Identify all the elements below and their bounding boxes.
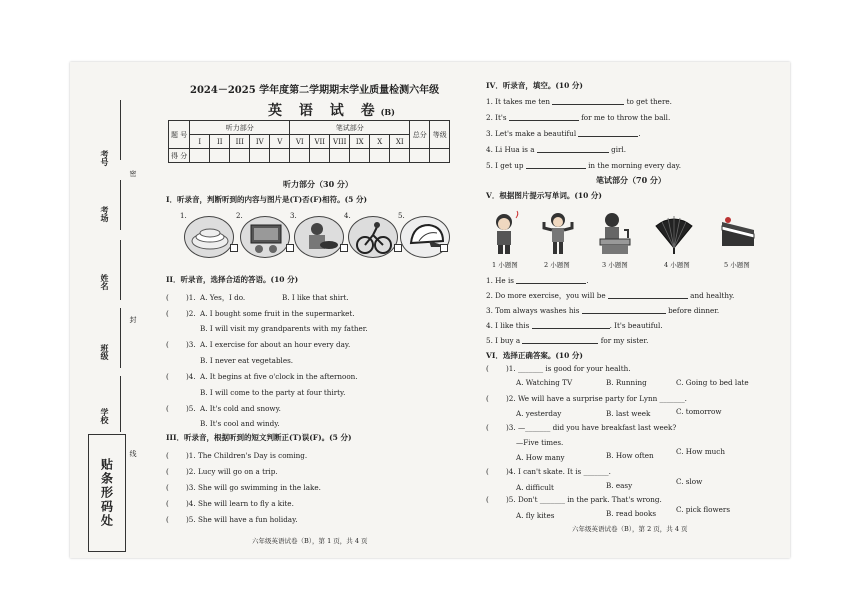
tv-game-icon bbox=[240, 216, 290, 258]
answer-paren[interactable]: ( bbox=[166, 483, 169, 492]
numeral-cell: VII bbox=[310, 135, 330, 149]
answer-paren[interactable]: ( bbox=[166, 499, 169, 508]
fill-line bbox=[486, 98, 672, 105]
name-label: 姓名 bbox=[100, 274, 110, 290]
option-a: A. difficult bbox=[516, 483, 554, 492]
answer-blank[interactable] bbox=[526, 168, 586, 169]
numeral-cell: V bbox=[270, 135, 290, 149]
answer-blank[interactable] bbox=[509, 120, 579, 121]
cooking-icon bbox=[294, 216, 344, 258]
answer-paren[interactable]: ( bbox=[166, 404, 169, 413]
class-label: 班级 bbox=[100, 344, 110, 360]
page-2-footer: 六年级英语试卷（B），第 2 页，共 4 页 bbox=[572, 525, 688, 533]
fill-line bbox=[486, 322, 663, 329]
section-4-title: IV．听录音，填空。(10 分) bbox=[486, 81, 583, 90]
text-before: 2. It's bbox=[486, 113, 507, 122]
numeral-cell: VIII bbox=[330, 135, 350, 149]
option-c: C. slow bbox=[676, 477, 703, 486]
option-a: A. yesterday bbox=[516, 409, 562, 418]
numeral-cell: VI bbox=[290, 135, 310, 149]
fill-line bbox=[486, 114, 670, 121]
picture-label: 2 小题图 bbox=[544, 261, 570, 269]
question-number: )4. bbox=[186, 372, 196, 381]
score-table bbox=[168, 120, 450, 163]
option-a: A. Watching TV bbox=[516, 378, 573, 387]
option-b: B. read books bbox=[606, 509, 657, 518]
subtitle-text: 英 语 试 卷 bbox=[268, 103, 381, 119]
answer-paren[interactable]: ( bbox=[166, 451, 169, 460]
answer-blank[interactable] bbox=[516, 283, 586, 284]
option-b: B. I like that shirt. bbox=[282, 293, 349, 302]
fill-line bbox=[486, 277, 589, 284]
text-before: 1. He is bbox=[486, 276, 514, 285]
option-b: B. easy bbox=[606, 481, 633, 490]
option-b: B. Running bbox=[606, 378, 647, 387]
option-c: C. Going to bed late bbox=[676, 378, 749, 387]
score-cell[interactable] bbox=[410, 149, 430, 163]
answer-box[interactable] bbox=[340, 244, 348, 252]
answer-paren[interactable]: ( bbox=[166, 340, 169, 349]
exam-subtitle bbox=[268, 104, 395, 118]
text-after: to get there. bbox=[626, 97, 672, 106]
cake-icon bbox=[718, 210, 758, 256]
writing-part-header: 笔试部分 bbox=[290, 121, 410, 135]
option-a: A. Yes，I do. bbox=[200, 293, 246, 302]
numeral-cell: IX bbox=[350, 135, 370, 149]
text-before: 2. Do more exercise，you will be bbox=[486, 291, 606, 300]
fill-line bbox=[486, 130, 641, 137]
option-b: B. It's cool and windy. bbox=[200, 419, 280, 428]
answer-box[interactable] bbox=[394, 244, 402, 252]
picture-label: 1 小题图 bbox=[492, 261, 518, 269]
statement: )4. She will learn to fly a kite. bbox=[186, 499, 294, 508]
question-stem: )2. We will have a surprise party for Lynn _______. bbox=[506, 394, 687, 403]
name-line bbox=[120, 240, 121, 300]
fill-line bbox=[486, 162, 681, 169]
seal-mark-2: 封 bbox=[129, 316, 137, 323]
text-after: . It's beautiful. bbox=[609, 321, 663, 330]
text-before: 1. It takes me ten bbox=[486, 97, 551, 106]
score-cell[interactable] bbox=[430, 149, 450, 163]
text-after: for me to throw the ball. bbox=[581, 113, 671, 122]
exam-title: 2024－2025 学年度第二学期期末学业质量检测六年级 bbox=[190, 85, 440, 96]
answer-paren[interactable]: ( bbox=[166, 293, 169, 302]
option-a: A. It begins at five o'clock in the afternoon. bbox=[200, 372, 358, 381]
text-before: 5. I get up bbox=[486, 161, 524, 170]
exam-room-label: 考场 bbox=[100, 206, 110, 222]
answer-blank[interactable] bbox=[522, 343, 598, 344]
class-line bbox=[120, 308, 121, 368]
question-stem: )1. _______ is good for your health. bbox=[506, 364, 631, 373]
option-a: A. It's cold and snowy. bbox=[200, 404, 281, 413]
section-1-title: I．听录音，判断听到的内容与图片是(T)否(F)相符。(5 分) bbox=[166, 195, 368, 204]
score-cell[interactable] bbox=[310, 149, 330, 163]
pic-number: 2. bbox=[236, 212, 243, 220]
score-cell[interactable] bbox=[190, 149, 210, 163]
answer-blank[interactable] bbox=[578, 136, 638, 137]
option-b: B. I will visit my grandparents with my father. bbox=[200, 324, 368, 333]
score-cell[interactable] bbox=[230, 149, 250, 163]
option-b: B. I never eat vegetables. bbox=[200, 356, 294, 365]
option-c: C. tomorrow bbox=[676, 407, 722, 416]
exam-number-label: 考号 bbox=[100, 150, 110, 166]
exam-number-line bbox=[120, 100, 121, 160]
fill-line bbox=[486, 337, 648, 344]
question-stem: )4. I can't skate. It is _______. bbox=[506, 467, 611, 476]
numeral-cell: I bbox=[190, 135, 210, 149]
answer-blank[interactable] bbox=[537, 152, 609, 153]
variant-label: (B) bbox=[380, 107, 395, 117]
option-a: A. How many bbox=[516, 453, 565, 462]
picture-label: 4 小题图 bbox=[664, 261, 690, 269]
option-a: A. fly kites bbox=[516, 511, 555, 520]
row-label-score: 得 分 bbox=[169, 149, 190, 163]
statement: )1. The Children's Day is coming. bbox=[186, 451, 308, 460]
score-cell[interactable] bbox=[270, 149, 290, 163]
seal-mark-1: 密 bbox=[129, 170, 137, 177]
score-cell[interactable] bbox=[290, 149, 310, 163]
question-number: )2. bbox=[186, 309, 196, 318]
numeral-cell: III bbox=[230, 135, 250, 149]
text-after: . bbox=[586, 276, 589, 285]
text-before: 5. I buy a bbox=[486, 336, 521, 345]
answer-paren[interactable]: ( bbox=[486, 467, 489, 476]
option-c: C. How much bbox=[676, 447, 725, 456]
picture-label: 3 小题图 bbox=[602, 261, 628, 269]
question-number: )3. bbox=[186, 340, 196, 349]
grade-header: 等级 bbox=[430, 121, 450, 149]
answer-box[interactable] bbox=[230, 244, 238, 252]
barcode-label: 贴条形码处 bbox=[99, 458, 114, 528]
answer-paren[interactable]: ( bbox=[486, 423, 489, 432]
exam-room-line bbox=[120, 180, 121, 230]
pic-number: 1. bbox=[180, 212, 187, 220]
total-header: 总分 bbox=[410, 121, 430, 149]
score-cell[interactable] bbox=[330, 149, 350, 163]
answer-box[interactable] bbox=[440, 244, 448, 252]
row-label-number: 题 号 bbox=[169, 121, 190, 149]
text-after: girl. bbox=[611, 145, 627, 154]
option-a: A. I bought some fruit in the supermarket. bbox=[200, 309, 355, 318]
washing-hands-icon bbox=[594, 210, 634, 256]
answer-paren[interactable]: ( bbox=[486, 364, 489, 373]
statement: )5. She will have a fun holiday. bbox=[186, 515, 298, 524]
pic-number: 3. bbox=[290, 212, 297, 220]
option-b: B. I will come to the party at four thirty. bbox=[200, 388, 346, 397]
text-after: and healthy. bbox=[690, 291, 735, 300]
text-before: 3. Tom always washes his bbox=[486, 306, 580, 315]
answer-blank[interactable] bbox=[608, 298, 688, 299]
fill-line bbox=[486, 307, 719, 314]
barcode-box bbox=[88, 434, 126, 552]
answer-blank[interactable] bbox=[582, 313, 666, 314]
fill-line bbox=[486, 292, 734, 299]
score-cell[interactable] bbox=[210, 149, 230, 163]
text-before: 3. Let's make a beautiful bbox=[486, 129, 577, 138]
fan-icon bbox=[654, 210, 694, 256]
pic-number: 4. bbox=[344, 212, 351, 220]
numeral-cell: XI bbox=[390, 135, 410, 149]
text-after: . bbox=[638, 129, 641, 138]
score-cell[interactable] bbox=[390, 149, 410, 163]
option-b: B. How often bbox=[606, 451, 654, 460]
text-after: before dinner. bbox=[668, 306, 720, 315]
question-stem-reply: —Five times. bbox=[516, 438, 564, 447]
text-after: in the morning every day. bbox=[588, 161, 682, 170]
dishes-icon bbox=[184, 216, 234, 258]
picture-label: 5 小题图 bbox=[724, 261, 750, 269]
school-line bbox=[120, 376, 121, 432]
boy-hot-icon bbox=[484, 210, 524, 256]
question-number: )5. bbox=[186, 404, 196, 413]
writing-section-header: 笔试部分（70 分） bbox=[596, 175, 666, 185]
numeral-cell: X bbox=[370, 135, 390, 149]
score-cell[interactable] bbox=[370, 149, 390, 163]
page-1-footer: 六年级英语试卷（B），第 1 页，共 4 页 bbox=[252, 537, 368, 545]
text-after: for my sister. bbox=[600, 336, 649, 345]
question-stem: )5. Don't _______ in the park. That's wrong. bbox=[506, 495, 662, 504]
school-label: 学校 bbox=[100, 408, 110, 424]
answer-paren[interactable]: ( bbox=[486, 495, 489, 504]
answer-paren[interactable]: ( bbox=[166, 372, 169, 381]
section-2-title: II．听录音，选择合适的答语。(10 分) bbox=[166, 275, 299, 284]
answer-blank[interactable] bbox=[552, 104, 624, 105]
seal-mark-3: 线 bbox=[129, 450, 137, 457]
answer-paren[interactable]: ( bbox=[166, 309, 169, 318]
score-cell[interactable] bbox=[250, 149, 270, 163]
boy-strong-icon bbox=[538, 210, 578, 256]
answer-paren[interactable]: ( bbox=[166, 467, 169, 476]
text-before: 4. Li Hua is a bbox=[486, 145, 535, 154]
statement: )2. Lucy will go on a trip. bbox=[186, 467, 278, 476]
bicycle-icon bbox=[348, 216, 398, 258]
answer-paren[interactable]: ( bbox=[486, 394, 489, 403]
numeral-cell: IV bbox=[250, 135, 270, 149]
text-before: 4. I like this bbox=[486, 321, 530, 330]
answer-paren[interactable]: ( bbox=[166, 515, 169, 524]
fill-line bbox=[486, 146, 626, 153]
section-3-title: III．听录音，根据听到的短文判断正(T)误(F)。(5 分) bbox=[166, 433, 352, 442]
option-b: B. last week bbox=[606, 409, 651, 418]
option-a: A. I exercise for about an hour every day. bbox=[200, 340, 351, 349]
question-number: )1. bbox=[186, 293, 196, 302]
section-5-title: V．根据图片提示写单词。(10 分) bbox=[486, 191, 602, 200]
pic-number: 5. bbox=[398, 212, 405, 220]
section-6-title: VI．选择正确答案。(10 分) bbox=[486, 351, 583, 360]
statement: )3. She will go swimming in the lake. bbox=[186, 483, 321, 492]
listening-part-header: 听力部分 bbox=[190, 121, 290, 135]
answer-blank[interactable] bbox=[532, 328, 610, 329]
score-cell[interactable] bbox=[350, 149, 370, 163]
question-stem: )3. —_______ did you have breakfast last week? bbox=[506, 423, 677, 432]
numeral-cell: II bbox=[210, 135, 230, 149]
listening-section-header: 听力部分（30 分） bbox=[283, 179, 353, 189]
option-c: C. pick flowers bbox=[676, 505, 731, 514]
answer-box[interactable] bbox=[286, 244, 294, 252]
